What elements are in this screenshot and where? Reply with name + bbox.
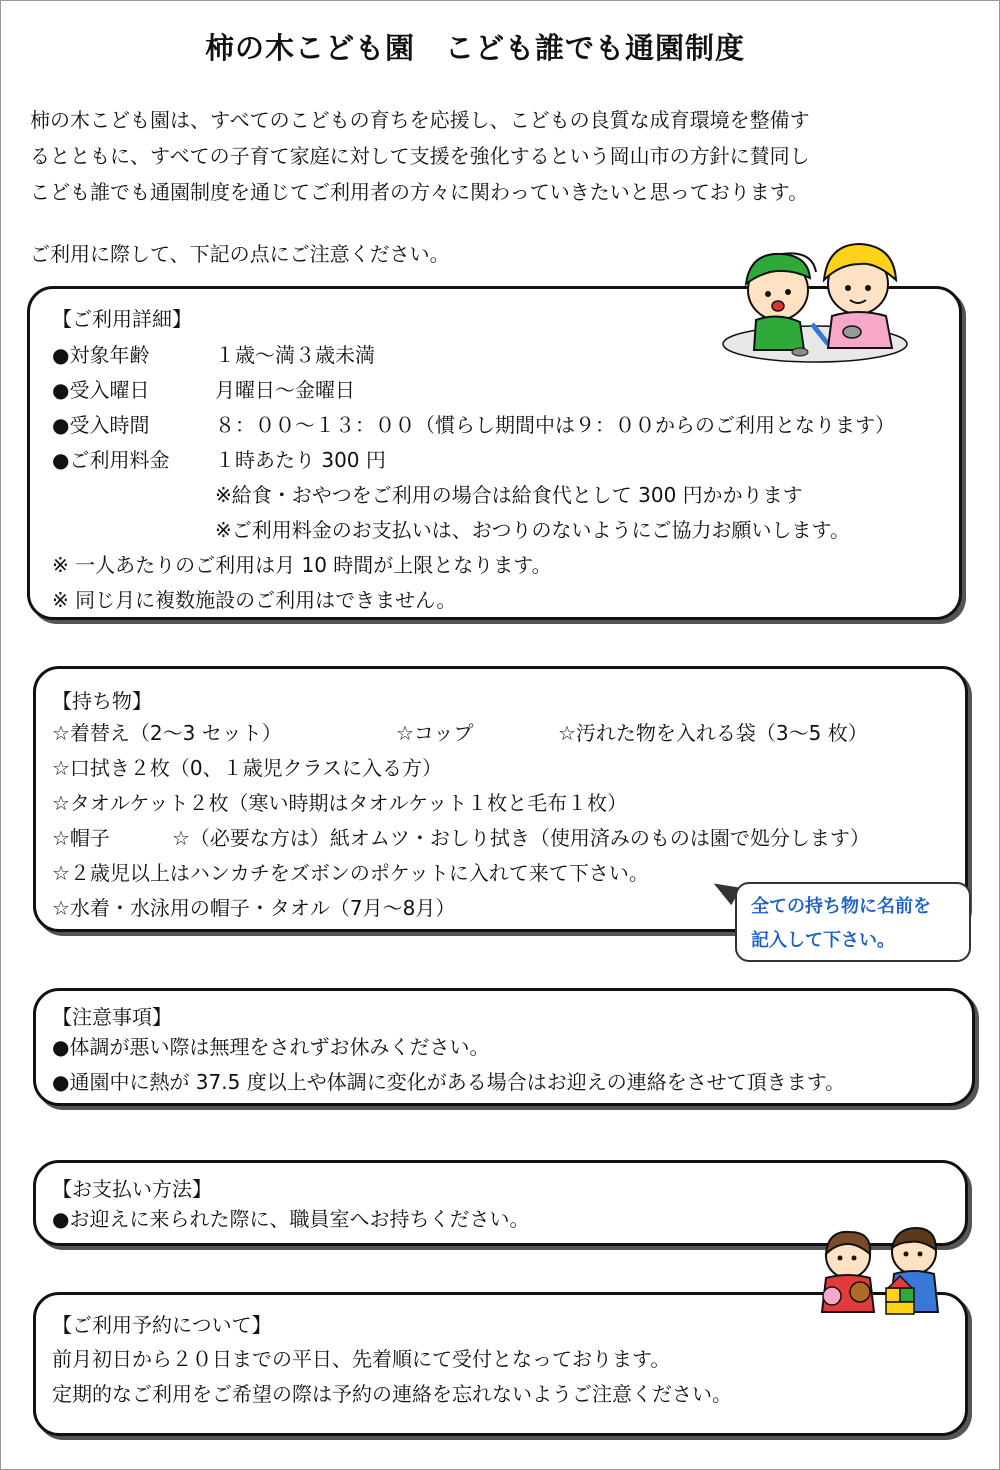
usage-details-heading: 【ご利用詳細】: [52, 307, 192, 331]
caution-item: ●体調が悪い際は無理をされずお休みください。: [52, 1035, 490, 1059]
callout-line: 記入して下さい。: [751, 930, 895, 951]
belonging-item: ☆口拭き２枚（0、１歳児クラスに入る方）: [52, 756, 443, 780]
caution-item: ●通園中に熱が 37.5 度以上や体調に変化がある場合はお迎えの連絡をさせて頂きます。: [52, 1070, 846, 1094]
fee-note: ※ご利用料金のお支払いは、おつりのないようにご協力お願いします。: [215, 518, 850, 542]
page-title: 柿の木こども園 こども誰でも通園制度: [204, 31, 745, 65]
intro-line: こども誰でも通園制度を通じてご利用者の方々に関わっていきたいと思っております。: [30, 180, 809, 204]
payment-item: ●お迎えに来られた際に、職員室へお持ちください。: [52, 1207, 530, 1231]
belonging-item: ☆着替え（2～3 セット）: [52, 721, 282, 745]
details-label: ●対象年齢: [52, 343, 150, 367]
usage-note: ※ 同じ月に複数施設のご利用はできません。: [52, 588, 457, 612]
details-value: ８：００～１３：００（慣らし期間中は９：００からのご利用となります）: [215, 413, 895, 437]
belonging-item: ☆汚れた物を入れる袋（3～5 枚）: [558, 721, 868, 745]
belonging-item: ☆２歳児以上はハンカチをズボンのポケットに入れて来て下さい。: [52, 861, 649, 885]
details-label: ●受入曜日: [52, 378, 150, 402]
reservation-heading: 【ご利用予約について】: [52, 1313, 272, 1337]
intro-line: るとともに、すべての子育て家庭に対して支援を強化するという岡山市の方針に賛同し: [30, 144, 810, 168]
details-value: １歳～満３歳未満: [215, 343, 375, 367]
fee-note: ※給食・おやつをご利用の場合は給食代として 300 円かかります: [215, 483, 803, 507]
caution-heading: 【注意事項】: [52, 1005, 172, 1029]
reservation-item: 定期的なご利用をご希望の際は予約の連絡を忘れないようご注意ください。: [52, 1382, 732, 1406]
belongings-heading: 【持ち物】: [52, 689, 152, 713]
payment-heading: 【お支払い方法】: [52, 1177, 212, 1201]
name-label-callout: [735, 882, 971, 962]
children-playing-blocks-illustration: [810, 1220, 950, 1320]
usage-note: ※ 一人あたりのご利用は月 10 時間が上限となります。: [52, 553, 552, 577]
details-row: [52, 443, 959, 478]
belongings-row: [52, 821, 965, 856]
details-value: 月曜日～金曜日: [215, 378, 355, 402]
intro-paragraph: [30, 102, 980, 210]
children-sandbox-illustration: [720, 232, 910, 364]
caution-box: [33, 988, 975, 1106]
callout-line: 全ての持ち物に名前を: [751, 896, 931, 917]
reservation-item: 前月初日から２０日までの平日、先着順にて受付となっております。: [52, 1347, 671, 1371]
intro-line: 柿の木こども園は、すべてのこどもの育ちを応援し、こどもの良質な成育環境を整備す: [30, 108, 810, 132]
belonging-item: ☆帽子: [52, 826, 110, 850]
details-value: １時あたり 300 円: [215, 448, 386, 472]
belonging-item: ☆コップ: [396, 721, 474, 745]
belongings-row: [52, 716, 965, 751]
details-row: [52, 373, 959, 408]
belonging-item: ☆（必要な方は）紙オムツ・おしり拭き（使用済みのものは園で処分します）: [172, 826, 870, 850]
details-row: [52, 408, 959, 443]
details-label: ●ご利用料金: [52, 448, 170, 472]
details-label: ●受入時間: [52, 413, 150, 437]
notice-text: ご利用に際して、下記の点にご注意ください。: [30, 242, 450, 266]
belonging-item: ☆タオルケット２枚（寒い時期はタオルケット１枚と毛布１枚）: [52, 791, 628, 815]
belonging-item: ☆水着・水泳用の帽子・タオル（7月～8月）: [52, 896, 456, 920]
